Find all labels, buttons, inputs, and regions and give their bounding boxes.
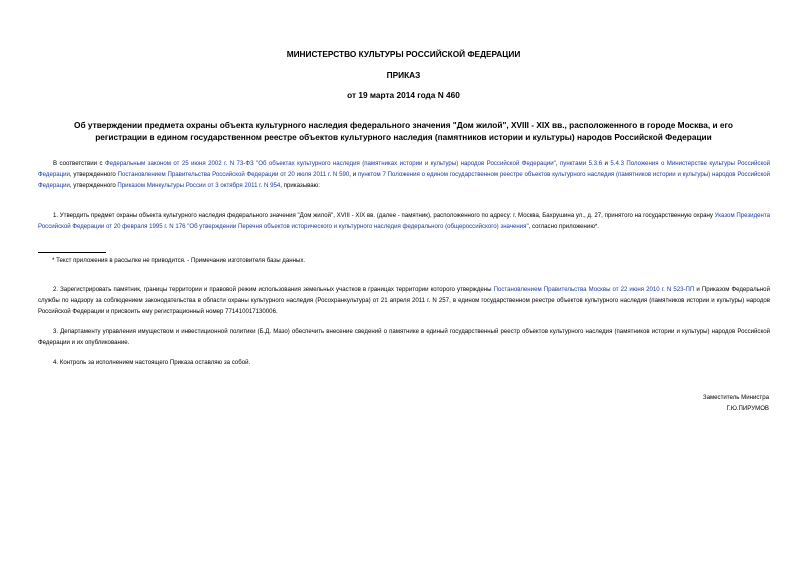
- link-clause-5-3-6[interactable]: пунктами 5.3.6: [559, 160, 603, 167]
- item-3-paragraph: 3. Департаменту управления имуществом и инвестиционной политики (Б.Д. Мазо) обеспечить внесение сведений о памятнике в единый государственный реестр объектов культурного наследия (памятников истории и культуры) народов Российской Федерации и их опубликование.: [38, 328, 770, 346]
- link-clause-7-registry[interactable]: пунктом 7 Положения о едином государственном реестре объектов культурного наследия (памятников истории и культуры) народов Российской Федерации: [38, 171, 770, 189]
- footnote-divider: [38, 252, 106, 253]
- preamble-text-2: ,: [555, 160, 560, 167]
- item-2-paragraph: [38, 284, 770, 317]
- preamble-text-3: и: [602, 160, 611, 167]
- date-number-heading: от 19 марта 2014 года N 460: [347, 90, 460, 100]
- link-federal-law-73[interactable]: Федеральным законом от 25 июня 2002 г. N 73-ФЗ "Об объектах культурного наследия (памятниках истории и культуры) народов Российской Федерации": [104, 160, 556, 167]
- link-order-954[interactable]: Приказом Минкультуры России от 3 октября 2011 г. N 954: [117, 182, 281, 189]
- document-title: Об утверждении предмета охраны объекта культурного наследия федерального значения "Дом жилой", XVIII - XIX вв., расположенного в городе Москва, и его регистрации в едином государственном реестре объектов культурного наследия (памятников истории и культуры) народов Российской Федерации: [74, 120, 733, 142]
- preamble-text-7: , приказываю:: [280, 182, 320, 189]
- ministry-heading: МИНИСТЕРСТВО КУЛЬТУРЫ РОССИЙСКОЙ ФЕДЕРАЦИИ: [286, 49, 521, 59]
- link-clause-5-4-3[interactable]: 5.4.3 Положения о Министерстве культуры Российской Федерации: [38, 160, 770, 178]
- link-decree-176[interactable]: Указом Президента Российской Федерации от 20 февраля 1995 г. N 176 "Об утверждении Перечня объектов исторического и культурного наследия федерального (общероссийского) значения": [38, 212, 770, 230]
- preamble-paragraph: [38, 158, 770, 191]
- preamble-text-5: , и: [349, 171, 358, 178]
- item-1-text-2: , согласно приложению*.: [528, 223, 599, 230]
- item-1-paragraph: [38, 210, 770, 232]
- item-1-text-1: 1. Утвердить предмет охраны объекта культурного наследия федерального значения "Дом жилой", XVIII - XIX вв. (далее - памятник), расположенного по адресу: г. Москва, Бахрушина ул., д. 27, принятого на государственную охрану: [53, 212, 715, 219]
- link-moscow-resolution-523[interactable]: Постановлением Правительства Москвы от 22 июня 2010 г. N 523-ПП: [493, 286, 695, 293]
- item-4-paragraph: 4. Контроль за исполнением настоящего Приказа оставляю за собой.: [53, 359, 251, 366]
- preamble-text-1: В соответствии с: [53, 160, 105, 167]
- footnote: * Текст приложения в рассылке не приводится. - Примечание изготовителя базы данных.: [52, 257, 306, 264]
- item-2-text-1: 2. Зарегистрировать памятник, границы территории и правовой режим использования земельных участков в границах территории которого утверждены: [53, 286, 494, 293]
- item-2-text-2: и Приказом Федеральной службы по надзору за соблюдением законодательства в области охраны культурного наследия (Росохранкультура) от 21 апреля 2011 г. N 257, в едином государственном реестре объектов культурного наследия (памятников истории и культуры) народов Российской Федерации и присвоить ему регистрационный номер 771410017130006.: [38, 286, 770, 315]
- preamble-text-4: , утвержденного: [69, 171, 118, 178]
- preamble-text-6: , утвержденного: [69, 182, 118, 189]
- signature-name: Г.Ю.ПИРУМОВ: [726, 405, 769, 412]
- link-resolution-590[interactable]: Постановлением Правительства Российской Федерации от 20 июля 2011 г. N 590: [117, 171, 350, 178]
- signature-position: Заместитель Министра: [702, 394, 769, 401]
- doc-type-heading: ПРИКАЗ: [386, 70, 421, 80]
